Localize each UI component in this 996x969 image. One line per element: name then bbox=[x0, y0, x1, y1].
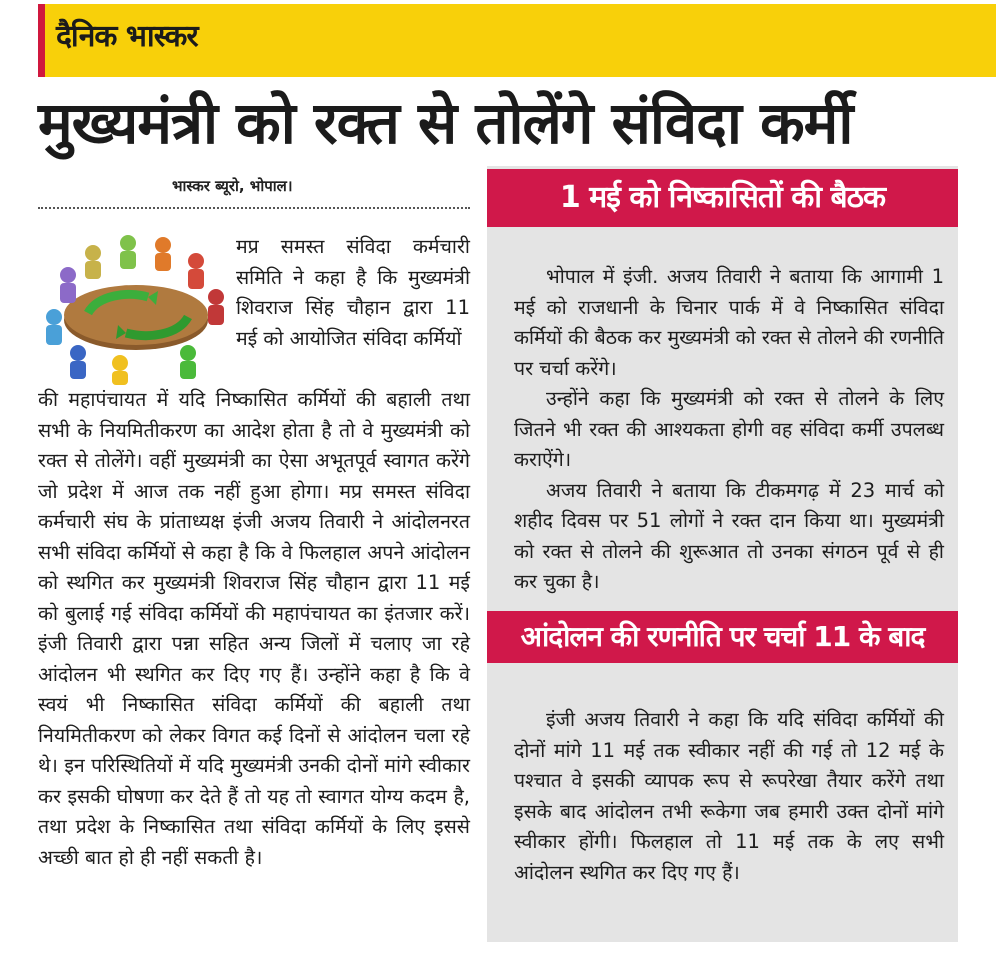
sidebar-section-2-text bbox=[514, 705, 944, 888]
story-body-text: की महापंचायत में यदि निष्कासित कर्मियों की बहाली तथा सभी के नियमितीकरण का आदेश होता है तो वे मुख्यमंत्री को रक्त से तोलेंगे। वहीं मुख्यमंत्री का ऐसा अभूतपूर्व स्वागत करेंगे जो प्रदेश में आज तक नहीं हुआ होगा। मप्र समस्त संविदा कर्मचारी संघ के प्रांताध्यक्ष इंजी अजय तिवारी ने आंदोलनरत सभी संविदा कर्मियों से कहा है कि वे फिलहाल अपने आंदोलन को स्थगित कर मुख्यमंत्री शिवराज सिंह चौहान द्वारा 11 मई को बुलाई गई संविदा कर्मियों की महापंचायत का इंतजार करें। इंजी तिवारी द्वारा पन्ना सहित अन्य जिलों में चलाए जा रहे आंदोलन भी स्थगित कर दिए गए हैं। उन्होंने कहा है कि वे स्वयं भी निष्कासित संविदा कर्मियों की बहाली तथा नियमितीकरण को लेकर विगत कई दिनों से आंदोलन चला रहे थे। इन परिस्थितियों में यदि मुख्यमंत्री उनकी दोनों मांगे स्वीकार कर इसकी घोषणा कर देते हैं तो यह तो स्वागत योग्य कदम है, तथा प्रदेश के निष्कासित तथा संविदा कर्मियों के लिए इससे अच्छी बात हो ही नहीं सकती है। bbox=[38, 388, 470, 869]
byline: भास्कर ब्यूरो, भोपाल। bbox=[172, 177, 293, 195]
sidebar-section-1-text bbox=[514, 262, 944, 598]
sidebar-section-1-paragraph: उन्होंने कहा कि मुख्यमंत्री को रक्त से तोलने के लिए जितने भी रक्त की आश्यकता होगी वह संविदा कर्मी उपलब्ध कराऐंगे। bbox=[514, 387, 944, 471]
sidebar-section-2-heading: आंदोलन की रणनीति पर चर्चा 11 के बाद bbox=[487, 611, 958, 663]
headline: मुख्यमंत्री को रक्त से तोलेंगे संविदा कर्मी bbox=[38, 89, 853, 157]
sidebar-section-1-heading: 1 मई को निष्कासितों की बैठक bbox=[487, 169, 958, 227]
sidebar-section-1-paragraph: भोपाल में इंजी. अजय तिवारी ने बताया कि आगामी 1 मई को राजधानी के चिनार पार्क में वे निष्कासित संविदा कर्मियों की बैठक कर मुख्यमंत्री को रक्त से तोलने की रणनीति पर चर्चा करेंगे। bbox=[514, 265, 944, 380]
sidebar-section-2-paragraph: इंजी अजय तिवारी ने कहा कि यदि संविदा कर्मियों की दोनों मांगे 11 मई तक स्वीकार नहीं की गई तो 12 मई के पश्चात वे इसकी व्यापक रूप से रूपरेखा तैयार करेंगे तथा इसके बाद आंदोलन तभी रूकेगा जब हमारी उक्त दोनों मांगे स्वीकार होंगी। फिलहाल तो 11 मई तक के लए सभी आंदोलन स्थगित कर दिए गए हैं। bbox=[514, 708, 944, 884]
story-intro bbox=[236, 232, 470, 354]
story-intro-text: मप्र समस्त संविदा कर्मचारी समिति ने कहा है कि मुख्यमंत्री शिवराज सिंह चौहान द्वारा 11 मई को आयोजित संविदा कर्मियों bbox=[236, 235, 470, 350]
sidebar-section-1-paragraph: अजय तिवारी ने बताया कि टीकमगढ़ में 23 मार्च को शहीद दिवस पर 51 लोगों ने रक्त दान किया था। मुख्यमंत्री को रक्त से तोलने की शुरूआत तो उनका संगठन पूर्व से ही कर चुका है। bbox=[514, 478, 944, 593]
meeting-roundtable-illustration bbox=[38, 225, 234, 385]
newspaper-brand: दैनिक भास्कर bbox=[56, 19, 198, 54]
dotted-divider bbox=[38, 207, 470, 209]
story-body bbox=[38, 385, 470, 873]
masthead-accent-bar bbox=[38, 4, 45, 77]
